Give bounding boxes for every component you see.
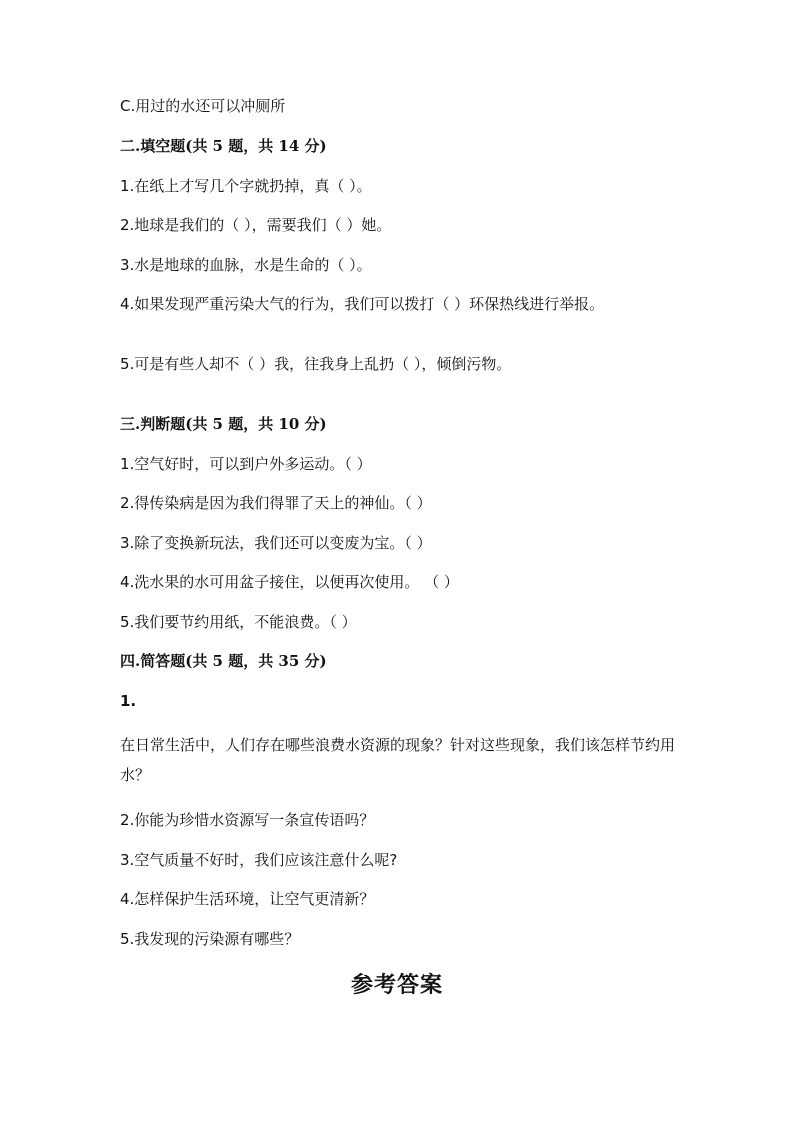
option-c: C.用过的水还可以冲厕所 bbox=[120, 97, 286, 115]
fill-blank-question-1: 1.在纸上才写几个字就扔掉，真（ ）。 bbox=[120, 177, 372, 195]
true-false-question-1: 1.空气好时，可以到户外多运动。（ ） bbox=[120, 455, 372, 473]
true-false-question-4: 4.洗水果的水可用盆子接住，以便再次使用。 （ ） bbox=[120, 573, 459, 591]
short-answer-question-2: 2.你能为珍惜水资源写一条宣传语吗？ bbox=[120, 811, 375, 829]
true-false-question-3: 3.除了变换新玩法，我们还可以变废为宝。（ ） bbox=[120, 534, 432, 552]
section-heading-true-false: 三.判断题(共 5 题，共 10 分) bbox=[120, 415, 327, 433]
true-false-question-5: 5.我们要节约用纸，不能浪费。（ ） bbox=[120, 613, 357, 631]
short-answer-question-1-number: 1. bbox=[120, 692, 137, 710]
section-heading-short-answer: 四.简答题(共 5 题，共 35 分) bbox=[120, 652, 327, 670]
fill-blank-question-2: 2.地球是我们的（ ），需要我们（ ）她。 bbox=[120, 216, 392, 234]
section-heading-fill-blank: 二.填空题(共 5 题，共 14 分) bbox=[120, 137, 327, 155]
fill-blank-question-4: 4.如果发现严重污染大气的行为，我们可以拨打（ ）环保热线进行举报。 bbox=[120, 295, 605, 313]
short-answer-question-3: 3.空气质量不好时，我们应该注意什么呢? bbox=[120, 851, 398, 869]
true-false-question-2: 2.得传染病是因为我们得罪了天上的神仙。（ ） bbox=[120, 494, 432, 512]
fill-blank-question-5: 5.可是有些人却不（ ）我，往我身上乱扔（ ），倾倒污物。 bbox=[120, 355, 512, 373]
answer-key-title: 参考答案 bbox=[350, 972, 443, 998]
fill-blank-question-3: 3.水是地球的血脉，水是生命的（ ）。 bbox=[120, 256, 372, 274]
short-answer-question-1: 在日常生活中，人们存在哪些浪费水资源的现象？针对这些现象，我们该怎样节约用水？ bbox=[120, 736, 676, 784]
short-answer-question-5: 5.我发现的污染源有哪些？ bbox=[120, 930, 300, 948]
short-answer-question-4: 4.怎样保护生活环境，让空气更清新？ bbox=[120, 890, 375, 908]
